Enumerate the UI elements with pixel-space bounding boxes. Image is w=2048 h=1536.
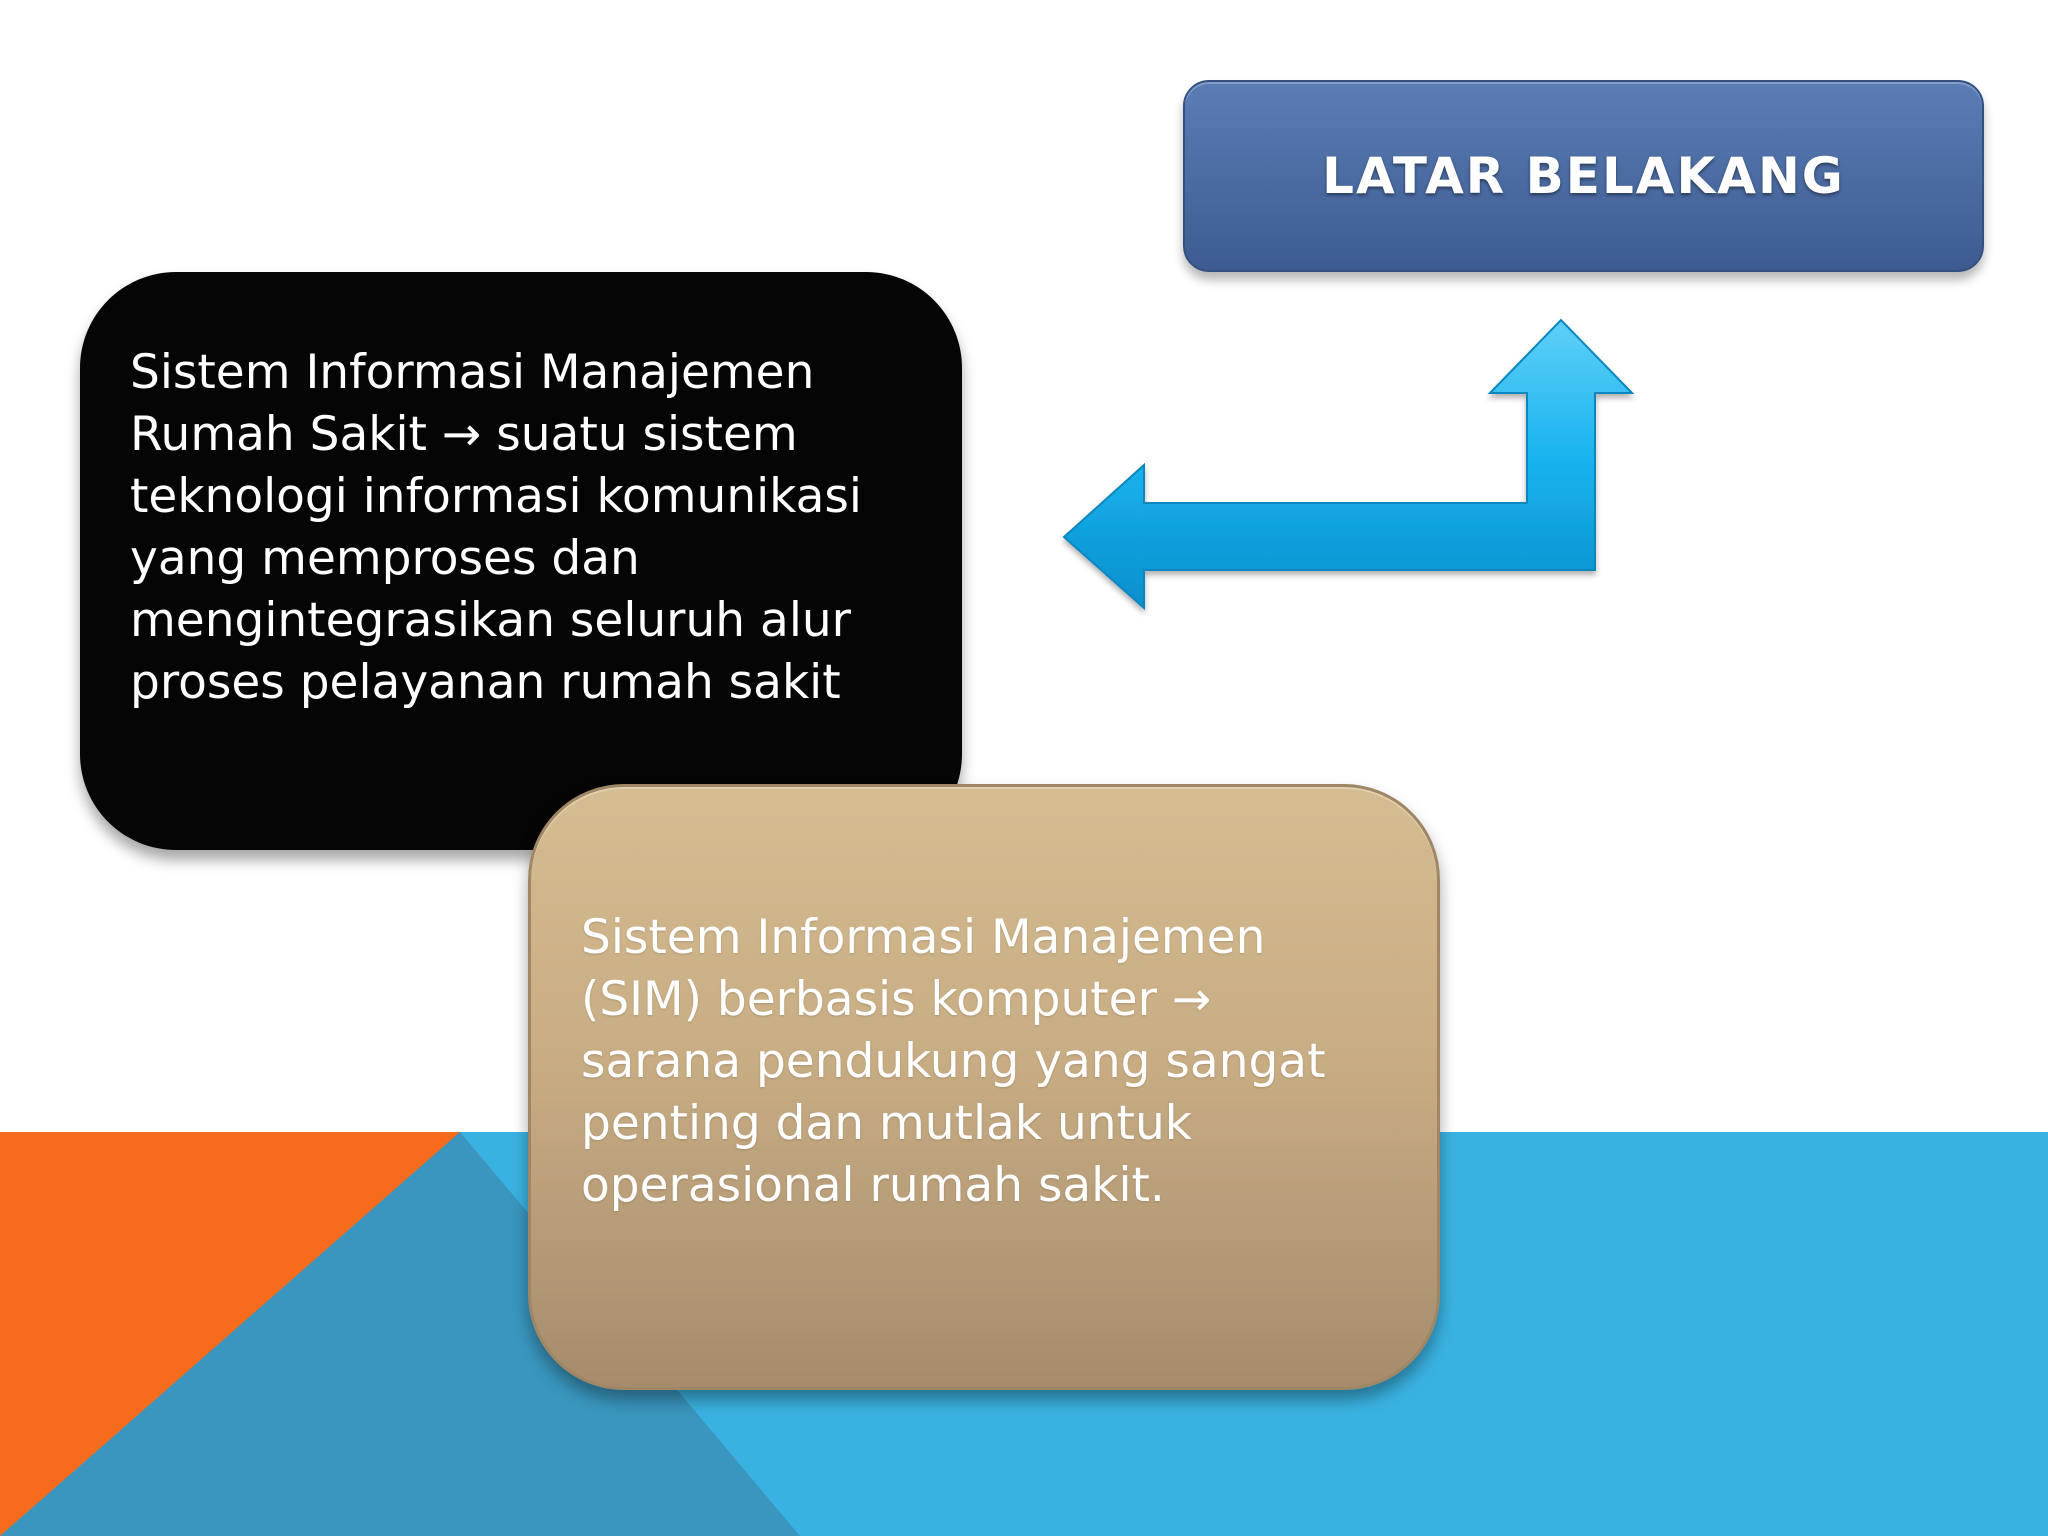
- definition-text-tan: [581, 907, 1397, 1217]
- slide-title: LATAR BELAKANG: [1322, 147, 1845, 205]
- text-line: yang memproses dan: [130, 531, 640, 586]
- title-box: [1183, 80, 1984, 272]
- bent-arrow-icon: [1060, 310, 1660, 620]
- definition-text-black: [130, 342, 922, 714]
- text-line: Sistem Informasi Manajemen: [130, 345, 815, 400]
- definition-box-black: [80, 272, 962, 850]
- arrow-shape: [1064, 320, 1632, 608]
- text-line: Rumah Sakit → suatu sistem: [130, 407, 798, 462]
- text-line: mengintegrasikan seluruh alur: [130, 593, 851, 648]
- text-line: teknologi informasi komunikasi: [130, 469, 862, 524]
- definition-box-tan: [528, 784, 1440, 1390]
- text-line: Sistem Informasi Manajemen: [581, 910, 1266, 965]
- text-line: operasional rumah sakit.: [581, 1158, 1165, 1213]
- text-line: sarana pendukung yang sangat: [581, 1034, 1326, 1089]
- text-line: penting dan mutlak untuk: [581, 1096, 1192, 1151]
- text-line: proses pelayanan rumah sakit: [130, 655, 841, 710]
- text-line: (SIM) berbasis komputer →: [581, 972, 1212, 1027]
